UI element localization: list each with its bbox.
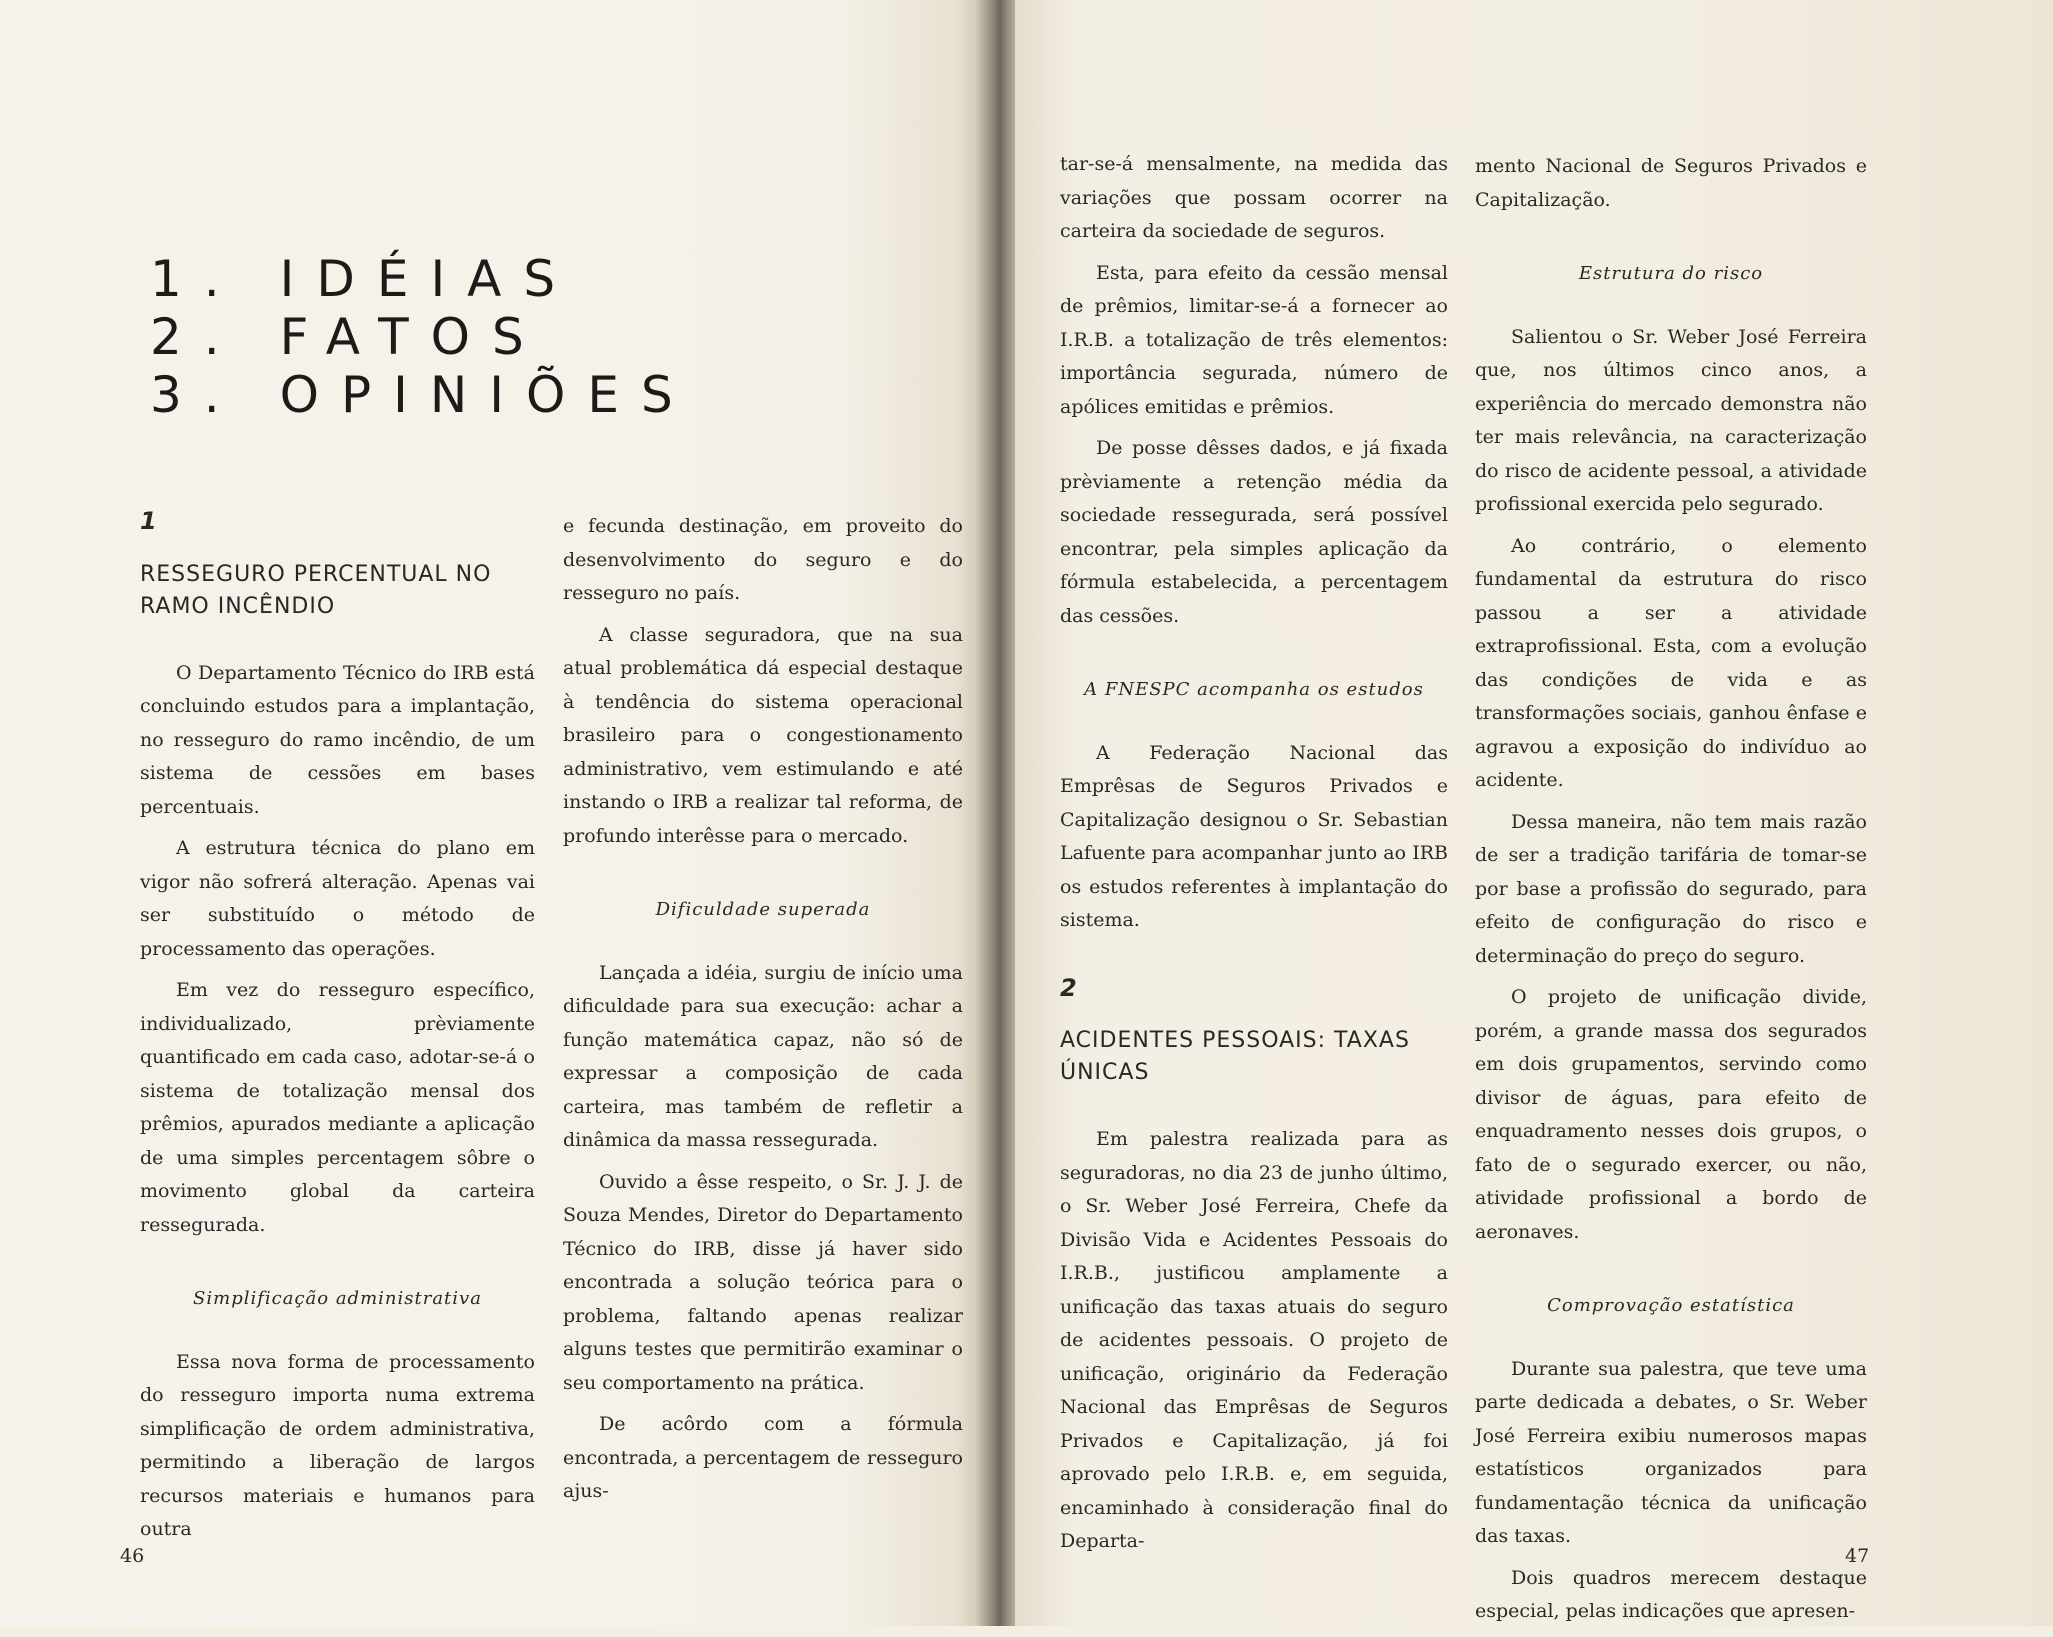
subheading: Estrutura do risco xyxy=(1578,263,1764,284)
paragraph: Durante sua palestra, que teve uma parte dedicada a debates, o Sr. Weber José Ferreira exibiu numerosos mapas estatísticos organizados para fundamentação técnica da unificação das taxas. xyxy=(1475,1357,1867,1547)
heading-line-fatos: 2. FATOS xyxy=(150,308,546,366)
page-number-right: 47 xyxy=(1845,1545,1870,1567)
subheading: Comprovação estatística xyxy=(1547,1295,1795,1316)
page-heading xyxy=(150,250,695,424)
paragraph: Dois quadros merecem destaque especial, pelas indicações que apresen- xyxy=(1475,1566,1867,1622)
left-column-1 xyxy=(140,505,535,1555)
paragraph: tar-se-á mensalmente, na medida das variações que possam ocorrer na carteira da sociedade de seguros. xyxy=(1060,153,1448,242)
paragraph: Lançada a idéia, surgiu de início uma dificuldade para sua execução: achar a função matemática capaz, não só de expressar a composição de cada carteira, mas também de refletir a dinâmica da massa ressegurada. xyxy=(563,961,963,1151)
page-number-left: 46 xyxy=(120,1545,145,1567)
right-column-2 xyxy=(1475,150,1870,1637)
paragraph: Em vez do resseguro específico, individualizado, prèviamente quantificado em cada caso, adotar-se-á o sistema de totalização mensal dos prêmios, apurados mediante a aplicação de uma simples percentagem sôbre o movimento global da carteira ressegurada. xyxy=(140,979,535,1236)
paragraph: O Departamento Técnico do IRB está concluindo estudos para a implantação, no resseguro do ramo incêndio, de um sistema de cessões em bases percentuais. xyxy=(140,661,535,818)
paragraph: A Federação Nacional das Emprêsas de Seguros Privados e Capitalização designou o Sr. Sebastian Lafuente para acompanhar junto ao IRB os estudos referentes à implantação do sistema. xyxy=(1060,741,1448,931)
paragraph: O projeto de unificação divide, porém, a grande massa dos segurados em dois grupamentos, servindo como divisor de águas, para efeito de enquadramento nesses dois grupos, o fato de o segurado exercer, ou não, atividade profissional a bordo de aeronaves. xyxy=(1475,986,1867,1243)
paragraph: Ouvido a êsse respeito, o Sr. J. J. de Souza Mendes, Diretor do Departamento Técnico do IRB, disse já haver sido encontrada a solução teórica para o problema, faltando apenas realizar alguns testes que permitirão examinar o seu comportamento na prática. xyxy=(563,1170,963,1394)
right-column-1 xyxy=(1060,148,1448,1567)
section-title: RESSEGURO PERCENTUAL NO RAMO INCÊNDIO xyxy=(140,561,492,619)
paragraph: De acôrdo com a fórmula encontrada, a percentagem de resseguro ajus- xyxy=(563,1413,963,1502)
paragraph: Esta, para efeito da cessão mensal de prêmios, limitar-se-á a fornecer ao I.R.B. a totalização de três elementos: importância segurada, número de apólices emitidas e prêmios. xyxy=(1060,261,1448,418)
paragraph: De posse dêsses dados, e já fixada prèviamente a retenção média da sociedade ressegurada, será possível encontrar, pela simples aplicação da fórmula estabelecida, a percentagem das cessões. xyxy=(1060,437,1448,627)
section-title: ACIDENTES PESSOAIS: TAXAS ÚNICAS xyxy=(1060,1028,1410,1085)
heading-line-opinioes: 3. OPINIÕES xyxy=(150,366,695,424)
paragraph: Salientou o Sr. Weber José Ferreira que, nos últimos cinco anos, a experiência do mercado demonstra não ter mais relevância, na caracterização do risco de acidente pessoal, a atividade profissional exercida pelo segurado. xyxy=(1475,325,1867,515)
paragraph: mento Nacional de Seguros Privados e Capitalização. xyxy=(1475,155,1867,211)
paragraph: Ao contrário, o elemento fundamental da estrutura do risco passou a ser a atividade extraprofissional. Esta, com a evolução das condições de vida e as transformações sociais, ganhou ênfase e agravou a exposição do indivíduo ao acidente. xyxy=(1475,534,1867,791)
heading-line-ideias: 1. IDÉIAS xyxy=(150,250,578,308)
left-column-2 xyxy=(563,510,963,1517)
paragraph: Essa nova forma de processamento do resseguro importa numa extrema simplificação de ordem administrativa, permitindo a liberação de largos recursos materiais e humanos para outra xyxy=(140,1350,535,1540)
subheading: Dificuldade superada xyxy=(655,899,871,920)
section-number: 1 xyxy=(140,507,157,535)
paragraph: A estrutura técnica do plano em vigor não sofrerá alteração. Apenas vai ser substituído o método de processamento das operações. xyxy=(140,837,535,960)
paragraph: A classe seguradora, que na sua atual problemática dá especial destaque à tendência do sistema operacional brasileiro para o congestionamento administrativo, vem estimulando e até instando o IRB a realizar tal reforma, de profundo interêsse para o mercado. xyxy=(563,623,963,847)
section-number: 2 xyxy=(1060,973,1077,1002)
subheading: Simplificação administrativa xyxy=(193,1288,482,1309)
subheading: A FNESPC acompanha os estudos xyxy=(1084,679,1424,700)
paragraph: Em palestra realizada para as seguradoras, no dia 23 de junho último, o Sr. Weber José Ferreira, Chefe da Divisão Vida e Acidentes Pessoais do I.R.B., justificou amplamente a unificação das taxas atuais do seguro de acidentes pessoais. O projeto de unificação, originário da Federação Nacional das Emprêsas de Seguros Privados e Capitalização, já foi aprovado pelo I.R.B. e, em seguida, encaminhado à consideração final do Departa- xyxy=(1060,1128,1448,1552)
paragraph: Dessa maneira, não tem mais razão de ser a tradição tarifária de tomar-se por base a profissão do segurado, para efeito de configuração do risco e determinação do preço do seguro. xyxy=(1475,810,1867,967)
paragraph: e fecunda destinação, em proveito do desenvolvimento do seguro e do resseguro no país. xyxy=(563,515,963,604)
